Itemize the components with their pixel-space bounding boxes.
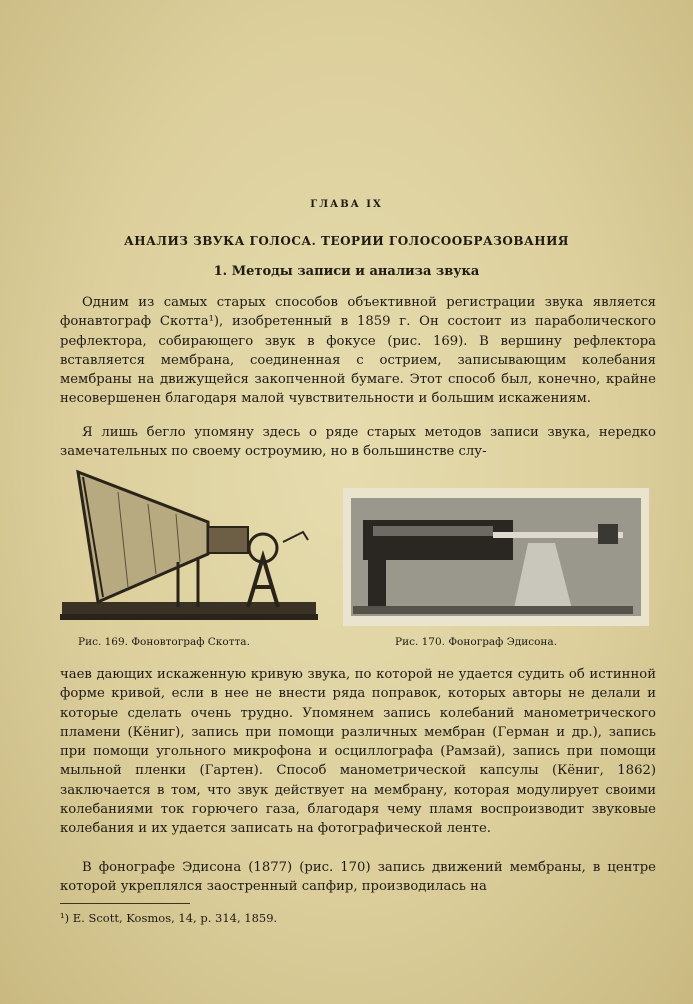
paragraph-3: чаев дающих искаженную кривую звука, по которой не удается судить об истинной форме кривой, если в нее не внести ряда поправок, которых авторы не делали и которые сделать очень трудно. Упомянем запись колебаний манометрического пламени (Кёниг), запись при помощи различных мембран (Герман и др.), запись при помощи угольного микрофона и осциллографа (Рамзай), запись при помощи мыльной пленки (Гартен). Способ манометрической капсулы (Кёниг, 1862) заключается в том, что звук действует на мембрану, которая модулирует своими колебаниями ток горючего газа, благодаря чему пламя воспроизводит звуковые колебания и их удается записать на фотографической ленте. <box>60 667 656 837</box>
section-heading: 1. Методы записи и анализа звука <box>213 264 480 279</box>
figure-170-caption: Рис. 170. Фонограф Эдисона. <box>395 636 558 648</box>
chapter-title: АНАЛИЗ ЗВУКА ГОЛОСА. ТЕОРИИ ГОЛОСООБРАЗОВАНИЯ <box>123 234 570 248</box>
paragraph-4: В фонографе Эдисона (1877) (рис. 170) запись движений мембраны, в центре которой укреплялся заостренный сапфир, производилась на <box>60 860 656 895</box>
footnote: ¹) E. Scott, Kosmos, 14, p. 314, 1859. <box>60 911 278 925</box>
footnote-divider <box>60 903 190 904</box>
phonautograph-illustration <box>58 462 320 632</box>
chapter-heading: ГЛАВА IX <box>310 199 383 210</box>
phonograph-photo <box>343 488 649 626</box>
paragraph-1: Одним из самых старых способов объективной регистрации звука является фонавтограф Скотта¹), изобретенный в 1859 г. Он состоит из параболического рефлектора, собирающего звук в фокусе (рис. 169). В вершину рефлектора вставляется мембрана, соединенная с острием, записывающим колебания мембраны на движущейся закопченной бумаге. Этот способ был, конечно, крайне несовершенен благодаря малой чувствительности и большим искажениям. <box>60 295 656 407</box>
paragraph-2: Я лишь бегло упомяну здесь о ряде старых методов записи звука, нередко замечательных по своему остроумию, но в большинстве слу- <box>60 425 656 460</box>
figure-169-caption: Рис. 169. Фоновтограф Скотта. <box>78 636 250 648</box>
